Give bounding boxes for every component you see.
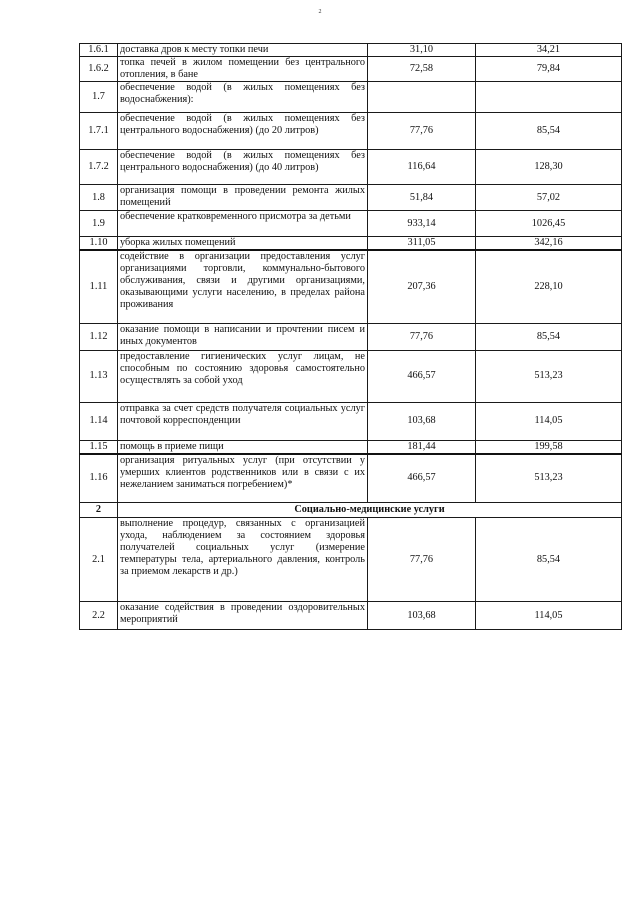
table-row (80, 440, 622, 454)
section-title: Социально-медицинские услуги (118, 503, 622, 518)
row-number: 1.16 (80, 454, 118, 503)
price-value-2: 79,84 (476, 57, 622, 82)
section-header-row (80, 503, 622, 518)
row-number: 1.9 (80, 211, 118, 237)
price-value-2: 128,30 (476, 150, 622, 185)
price-value-2: 342,16 (476, 237, 622, 251)
service-description: оказание содействия в проведении оздоровительных мероприятий (118, 602, 368, 630)
row-number: 1.11 (80, 250, 118, 323)
row-number: 1.7.2 (80, 150, 118, 185)
service-description: помощь в приеме пищи (118, 440, 368, 454)
price-value-1: 31,10 (368, 44, 476, 57)
row-number: 1.13 (80, 350, 118, 402)
table-row (80, 237, 622, 251)
price-value-1: 77,76 (368, 323, 476, 350)
table-row (80, 82, 622, 113)
price-value-2: 513,23 (476, 350, 622, 402)
row-number: 1.7.1 (80, 113, 118, 150)
price-value-2: 85,54 (476, 323, 622, 350)
price-value-1: 466,57 (368, 350, 476, 402)
table-row (80, 402, 622, 440)
row-number: 1.7 (80, 82, 118, 113)
price-value-2: 85,54 (476, 518, 622, 602)
service-description: топка печей в жилом помещении без центрального отопления, в бане (118, 57, 368, 82)
service-description: содействие в организации предоставления услуг организациями торговли, коммунально-бытового обслуживания, связи и другими организациями, оказывающими услуги населению, в пределах района проживания (118, 250, 368, 323)
table-row (80, 350, 622, 402)
price-value-2: 513,23 (476, 454, 622, 503)
table-row (80, 454, 622, 503)
price-value-1: 466,57 (368, 454, 476, 503)
price-value-2: 85,54 (476, 113, 622, 150)
section-number: 2 (80, 503, 118, 518)
price-value-2: 57,02 (476, 185, 622, 211)
service-description: предоставление гигиенических услуг лицам, не способным по состоянию здоровья самостоятельно осуществлять за собой уход (118, 350, 368, 402)
price-value-2 (476, 82, 622, 113)
service-description: уборка жилых помещений (118, 237, 368, 251)
service-description: обеспечение водой (в жилых помещениях без центрального водоснабжения) (до 40 литров) (118, 150, 368, 185)
row-number: 1.12 (80, 323, 118, 350)
service-description: организация ритуальных услуг (при отсутствии у умерших клиентов родственников или в связи с их нежеланием заниматься погребением)* (118, 454, 368, 503)
table-row (80, 602, 622, 630)
price-value-2: 114,05 (476, 402, 622, 440)
service-description: выполнение процедур, связанных с организацией ухода, наблюдением за состоянием здоровья получателей социальных услуг (измерение температуры тела, артериального давления, контроль за приемом лекарств и др.) (118, 518, 368, 602)
price-value-1: 103,68 (368, 402, 476, 440)
row-number: 1.8 (80, 185, 118, 211)
price-value-2: 199,58 (476, 440, 622, 454)
price-value-1 (368, 82, 476, 113)
service-description: доставка дров к месту топки печи (118, 44, 368, 57)
row-number: 1.15 (80, 440, 118, 454)
row-number: 1.10 (80, 237, 118, 251)
row-number: 1.6.2 (80, 57, 118, 82)
table-row (80, 185, 622, 211)
price-value-1: 103,68 (368, 602, 476, 630)
table-row (80, 211, 622, 237)
table-row (80, 518, 622, 602)
row-number: 1.6.1 (80, 44, 118, 57)
table-row (80, 44, 622, 57)
service-description: обеспечение водой (в жилых помещениях без водоснабжения): (118, 82, 368, 113)
table-row (80, 57, 622, 82)
price-value-1: 77,76 (368, 113, 476, 150)
table-row (80, 113, 622, 150)
price-value-2: 114,05 (476, 602, 622, 630)
price-value-2: 34,21 (476, 44, 622, 57)
service-description: отправка за счет средств получателя социальных услуг почтовой корреспонденции (118, 402, 368, 440)
tariff-table (79, 43, 622, 630)
price-value-1: 181,44 (368, 440, 476, 454)
price-value-1: 207,36 (368, 250, 476, 323)
row-number: 2.2 (80, 602, 118, 630)
row-number: 1.14 (80, 402, 118, 440)
page-number: 2 (318, 9, 322, 15)
price-value-1: 72,58 (368, 57, 476, 82)
table-row (80, 323, 622, 350)
price-value-1: 933,14 (368, 211, 476, 237)
price-value-2: 228,10 (476, 250, 622, 323)
service-description: обеспечение водой (в жилых помещениях без центрального водоснабжения) (до 20 литров) (118, 113, 368, 150)
price-value-2: 1026,45 (476, 211, 622, 237)
price-value-1: 311,05 (368, 237, 476, 251)
price-value-1: 51,84 (368, 185, 476, 211)
service-description: организация помощи в проведении ремонта жилых помещений (118, 185, 368, 211)
price-value-1: 77,76 (368, 518, 476, 602)
service-description: оказание помощи в написании и прочтении писем и иных документов (118, 323, 368, 350)
table-row (80, 150, 622, 185)
price-value-1: 116,64 (368, 150, 476, 185)
row-number: 2.1 (80, 518, 118, 602)
service-description: обеспечение кратковременного присмотра за детьми (118, 211, 368, 237)
table-row (80, 250, 622, 323)
